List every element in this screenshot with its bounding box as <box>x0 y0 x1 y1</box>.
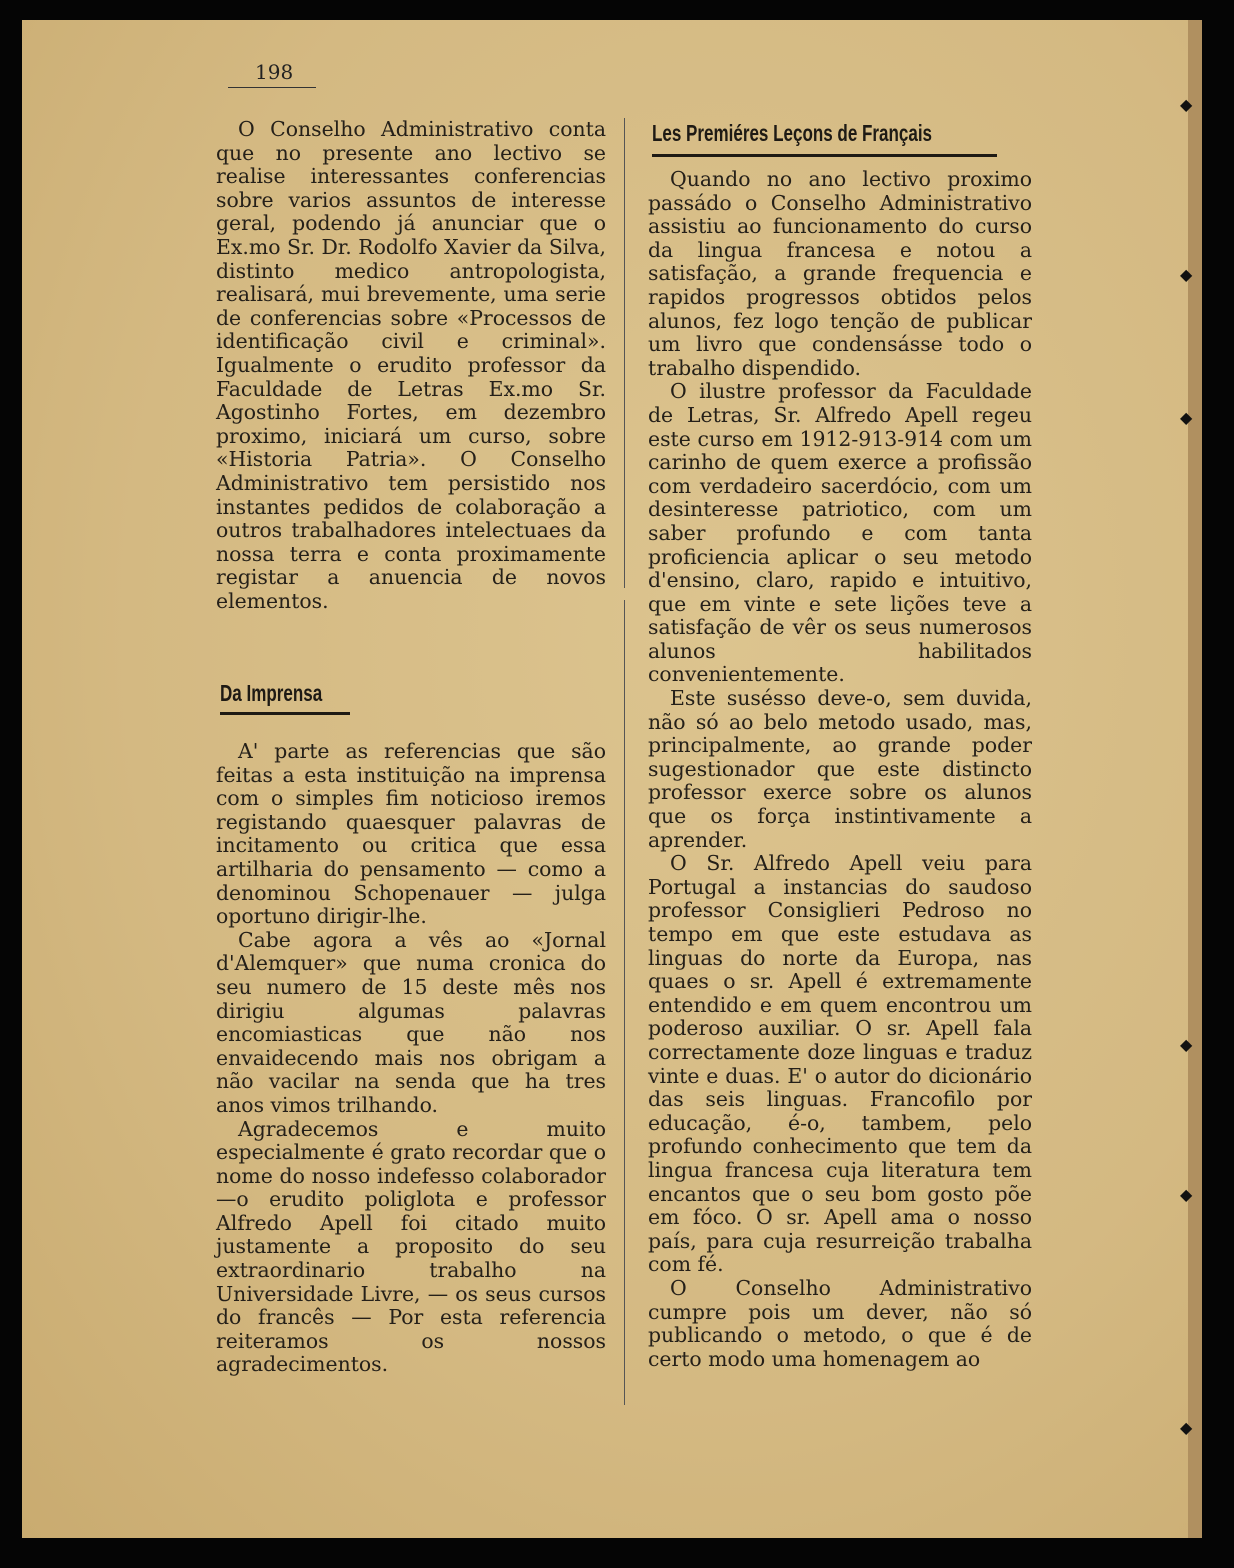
paragraph: Cabe agora a vês ao «Jornal d'Alemquer» que numa cronica do seu numero de 15 deste mês nos dirigiu algumas palavras encomiasticas que não nos envaidecendo mais nos obrigam a não vacilar na senda que ha tres anos vimos trilhando. <box>216 927 606 1117</box>
intro-paragraph: O Conselho Administrativo conta que no presente ano lectivo se realise interessantes conferencias sobre varios assuntos de interesse geral, podendo já anunciar que o Ex.mo Sr. Dr. Rodolfo Xavier da Silva, distinto medico antropologista, realisará, mui brevemente, uma serie de conferencias sobre «Processos de identificação civil e criminal». Igualmente o erudito professor da Faculdade de Letras Ex.mo Sr. Agostinho Fortes, em dezembro proximo, iniciará um curso, sobre «Historia Patria». O Conselho Administrativo tem persistido nos instantes pedidos de colaboração a outros trabalhadores intelectuaes da nossa terra e conta proximamente registar a anuencia de novos elementos. <box>216 117 606 613</box>
paragraph: Agradecemos e muito especialmente é grato recordar que o nome do nosso indefesso colaborador—o erudito poliglota e professor Alfredo Apell foi citado muito justamente a proposito do seu extraordinario trabalho na Universidade Livre, — os seus cursos do francês — Por esta referencia reiteramos os nossos agradecimentos. <box>216 1116 606 1377</box>
paragraph: A' parte as referencias que são feitas a esta instituição na imprensa com o simples fim noticioso iremos registando quaesquer palavras de incitamento ou critica que essa artilharia do pensamento — como a denominou Schopenauer — julga oportuno dirigir-lhe. <box>216 739 606 929</box>
binding-hole-icon: ◆ <box>1180 408 1193 427</box>
left-column <box>216 118 606 613</box>
heading-rule-left <box>220 712 350 715</box>
column-divider <box>624 118 625 588</box>
left-column-section <box>216 740 606 1377</box>
paragraph: O Sr. Alfredo Apell veiu para Portugal a instancias do saudoso professor Consiglieri Pedroso no tempo em que este estudava as linguas do norte da Europa, nas quaes o sr. Apell é extremamente entendido e em quem encontrou um poderoso auxiliar. O sr. Apell fala correctamente doze linguas e traduz vinte e duas. E' o autor do dicionário das seis linguas. Francofilo por educação, é-o, tambem, pelo profundo conhecimento que tem da lingua francesa cuja literatura tem encantos que o seu bom gosto põe em fóco. O sr. Apell ama o nosso país, para cuja resurreição trabalha com fé. <box>648 851 1032 1277</box>
binding-hole-icon: ◆ <box>1180 265 1193 284</box>
right-column <box>648 168 1032 1371</box>
binding-hole-icon: ◆ <box>1180 1185 1193 1204</box>
heading-premieres-lecons: Les Premiéres Leçons de Français <box>652 120 933 146</box>
page-edge <box>1188 20 1202 1538</box>
heading-rule-right <box>652 154 997 157</box>
binding-hole-icon: ◆ <box>1180 1418 1193 1437</box>
binding-hole-icon: ◆ <box>1180 1035 1193 1054</box>
paragraph: O ilustre professor da Faculdade de Letras, Sr. Alfredo Apell regeu este curso em 1912-913-914 com um carinho de quem exerce a profissão com verdadeiro sacerdócio, com um desinteresse patriotico, com um saber profundo e com tanta proficiencia aplicar o seu metodo d'ensino, claro, rapido e intuitivo, que em vinte e sete lições teve a satisfação de vêr os seus numerosos alunos habilitados convenientemente. <box>648 379 1032 687</box>
paragraph: Quando no ano lectivo proximo passádo o Conselho Administrativo assistiu ao funcionamento do curso da lingua francesa e notou a satisfação, a grande frequencia e rapidos progressos obtidos pelos alunos, fez logo tenção de publicar um livro que condensásse todo o trabalho dispendido. <box>648 167 1032 380</box>
paragraph: O Conselho Administrativo cumpre pois um dever, não só publicando o metodo, o que é de certo modo uma homenagem ao <box>648 1275 1032 1371</box>
binding-hole-icon: ◆ <box>1180 95 1193 114</box>
page-number-rule <box>228 87 316 88</box>
paragraph: Este susésso deve-o, sem duvida, não só ao belo metodo usado, mas, principalmente, ao grande poder sugestionador que este distincto professor exerce sobre os alunos que os força instintivamente a aprender. <box>648 686 1032 852</box>
page-number: 198 <box>255 60 294 84</box>
heading-da-imprensa: Da Imprensa <box>220 680 323 706</box>
column-divider <box>624 600 625 1405</box>
